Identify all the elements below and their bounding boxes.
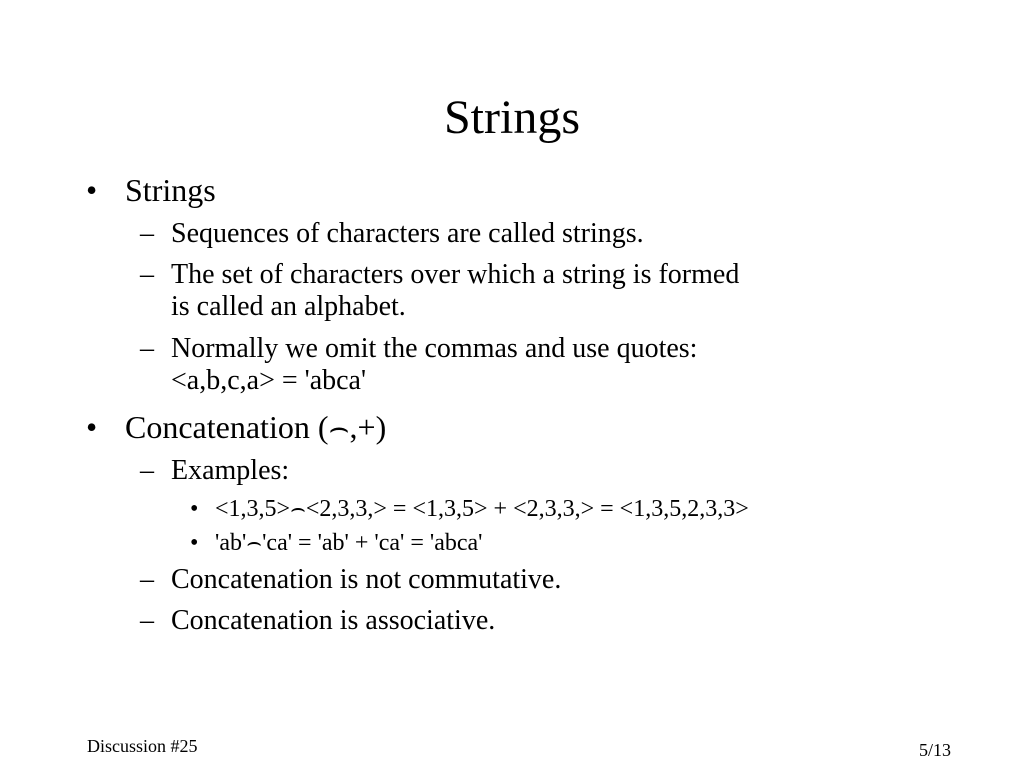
page-number: 5/13 <box>919 740 952 760</box>
dash-icon: – <box>140 259 154 290</box>
subitem-not-commutative: Concatenation is not commutative. <box>171 564 562 595</box>
item-strings: Strings <box>125 172 216 208</box>
dash-icon: – <box>140 605 154 636</box>
dash-icon: – <box>140 333 154 364</box>
dash-icon: – <box>140 455 154 486</box>
subitem-alphabet-line1: The set of characters over which a string is formed <box>171 259 740 290</box>
item-concatenation: Concatenation (⌢,+) <box>125 409 387 445</box>
example-string: 'ab'⌢'ca' = 'ab' + 'ca' = 'abca' <box>215 530 483 556</box>
subitem-quotes-line2: <a,b,c,a> = 'abca' <box>171 365 367 396</box>
bullet-icon: • <box>190 530 199 556</box>
subitem-sequences: Sequences of characters are called strings. <box>171 218 644 249</box>
bullet-icon: • <box>86 172 98 208</box>
subitem-quotes-line1: Normally we omit the commas and use quotes: <box>171 333 698 364</box>
dash-icon: – <box>140 564 154 595</box>
bullet-icon: • <box>86 409 98 445</box>
subitem-associative: Concatenation is associative. <box>171 605 496 636</box>
example-tuple: <1,3,5>⌢<2,3,3,> = <1,3,5> + <2,3,3,> = <1,3,5,2,3,3> <box>215 496 749 522</box>
subitem-examples: Examples: <box>171 455 290 486</box>
subitem-alphabet-line2: is called an alphabet. <box>171 291 406 322</box>
footer-left: Discussion #25 <box>87 736 198 756</box>
bullet-icon: • <box>190 496 199 522</box>
slide-title: Strings <box>443 91 581 144</box>
dash-icon: – <box>140 218 154 249</box>
